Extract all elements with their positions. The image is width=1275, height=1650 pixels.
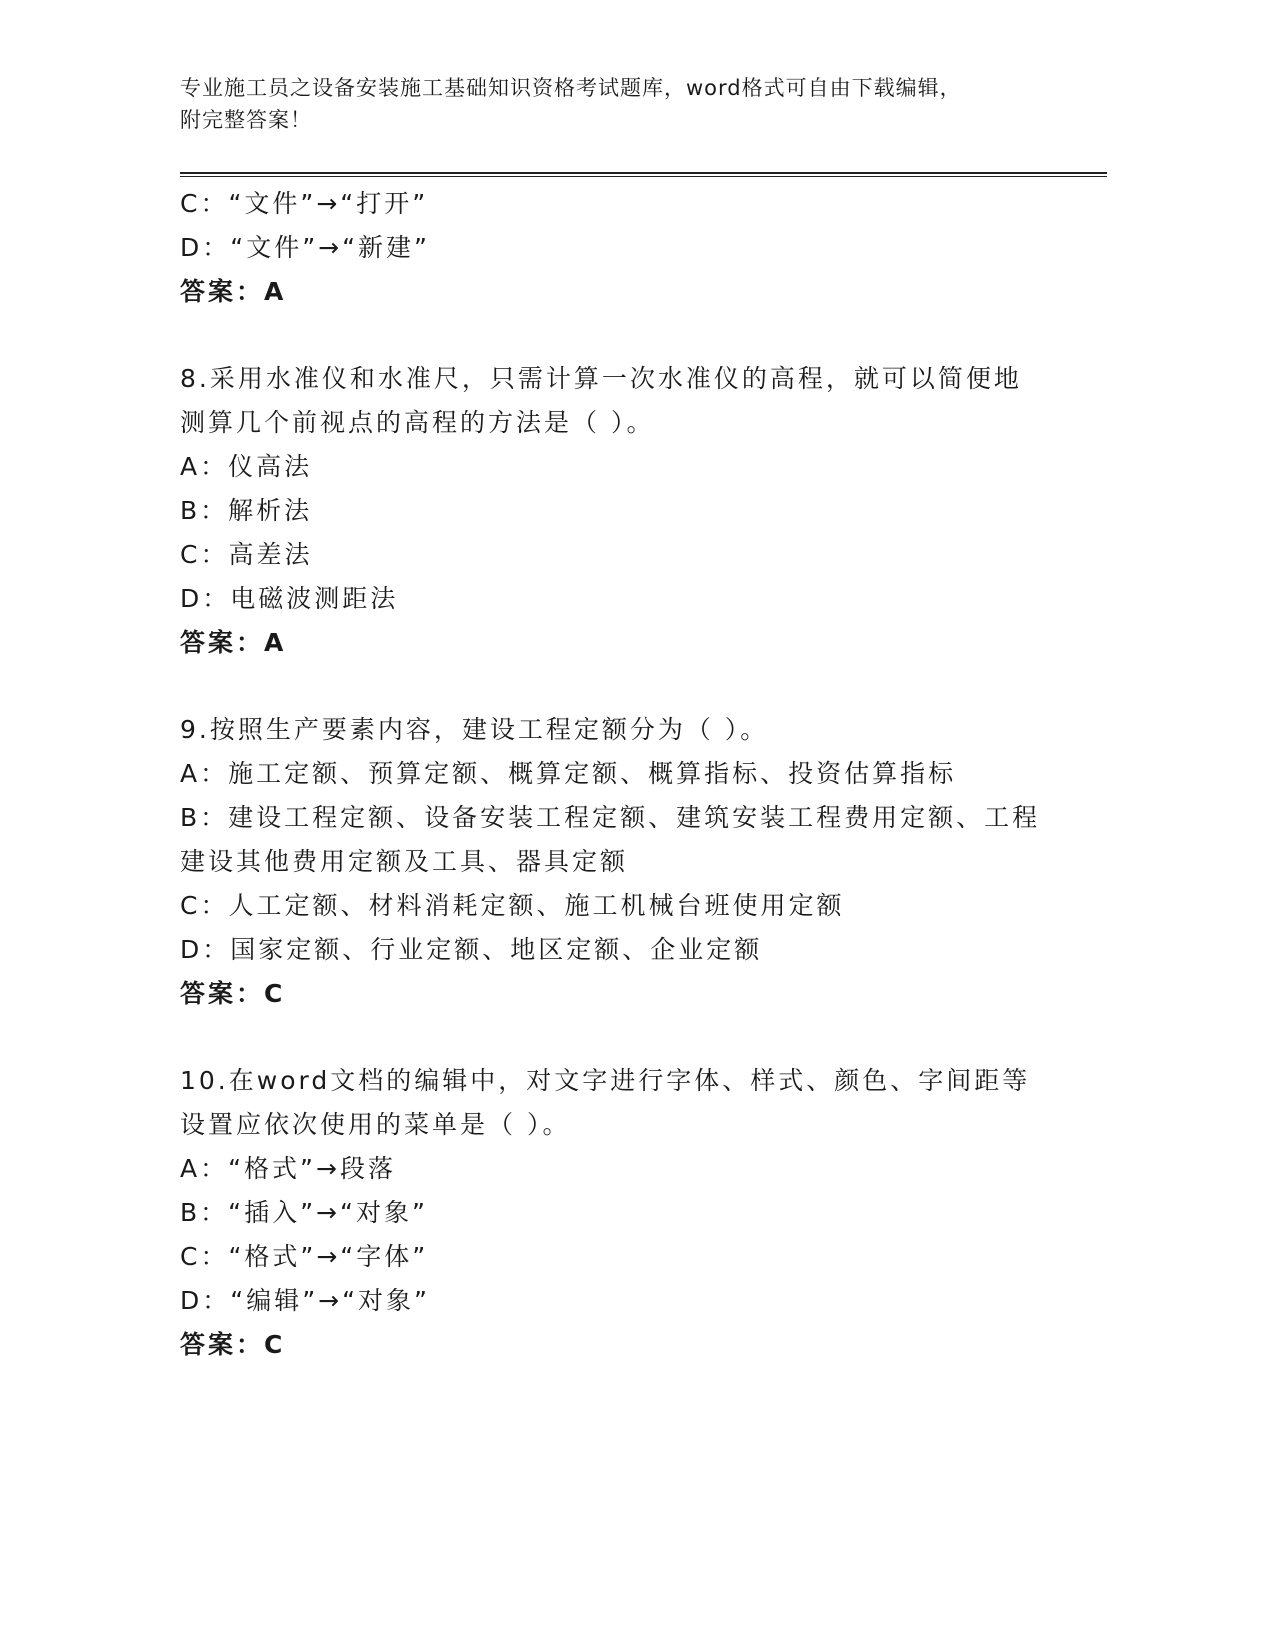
q8-option-c: C：高差法 bbox=[180, 540, 313, 569]
q10-answer: 答案：C bbox=[180, 1330, 286, 1359]
q8-answer: 答案：A bbox=[180, 628, 287, 657]
q8-option-d: D：电磁波测距法 bbox=[180, 584, 399, 613]
q9-option-d: D：国家定额、行业定额、地区定额、企业定额 bbox=[180, 935, 763, 964]
q7-option-c: C：“文件”→“打开” bbox=[180, 189, 429, 218]
q10-option-d: D：“编辑”→“对象” bbox=[180, 1286, 431, 1315]
q9-answer: 答案：C bbox=[180, 979, 286, 1008]
header-divider bbox=[180, 172, 1107, 177]
q10-stem-line-2: 设置应依次使用的菜单是（ ）。 bbox=[180, 1110, 571, 1139]
q10-stem-line-1: 10.在word文档的编辑中，对文字进行字体、样式、颜色、字间距等 bbox=[180, 1066, 1031, 1095]
q9-option-b-line-1: B：建设工程定额、设备安装工程定额、建筑安装工程费用定额、工程 bbox=[180, 803, 1041, 832]
q10-option-b: B：“插入”→“对象” bbox=[180, 1198, 428, 1227]
q8-stem-line-2: 测算几个前视点的高程的方法是（ ）。 bbox=[180, 408, 655, 437]
q9-stem: 9.按照生产要素内容，建设工程定额分为（ ）。 bbox=[180, 715, 769, 744]
q9-option-b-line-2: 建设其他费用定额及工具、器具定额 bbox=[180, 847, 629, 876]
q7-option-d: D：“文件”→“新建” bbox=[180, 233, 431, 262]
q8-stem-line-1: 8.采用水准仪和水准尺，只需计算一次水准仪的高程，就可以简便地 bbox=[180, 364, 1022, 393]
q9-option-a: A：施工定额、预算定额、概算定额、概算指标、投资估算指标 bbox=[180, 759, 957, 788]
q8-option-a: A：仪高法 bbox=[180, 452, 313, 481]
q10-option-c: C：“格式”→“字体” bbox=[180, 1242, 429, 1271]
q10-option-a: A：“格式”→段落 bbox=[180, 1154, 396, 1183]
q8-option-b: B：解析法 bbox=[180, 496, 313, 525]
header-title-line-1: 专业施工员之设备安装施工基础知识资格考试题库，word格式可自由下载编辑， bbox=[180, 76, 962, 100]
spacer bbox=[180, 665, 1080, 708]
document-header bbox=[180, 72, 1040, 136]
question-content bbox=[180, 182, 1080, 1367]
q9-option-c: C：人工定额、材料消耗定额、施工机械台班使用定额 bbox=[180, 891, 845, 920]
spacer bbox=[180, 1016, 1080, 1059]
q7-answer: 答案：A bbox=[180, 277, 287, 306]
header-title-line-2: 附完整答案！ bbox=[180, 108, 312, 132]
spacer bbox=[180, 314, 1080, 357]
